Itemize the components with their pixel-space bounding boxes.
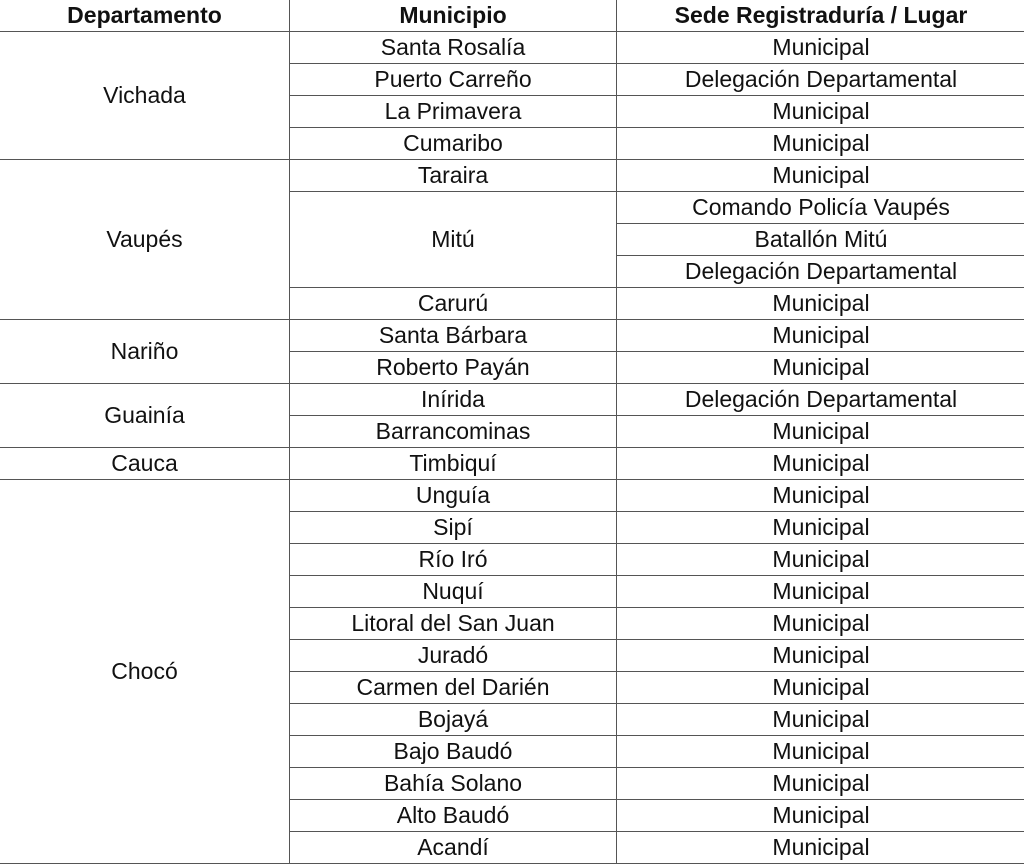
dept-cell-cauca: Cauca [0, 448, 290, 480]
sede-cell: Municipal [617, 480, 1024, 512]
municipio-cell: Puerto Carreño [290, 64, 617, 96]
sede-cell: Municipal [617, 672, 1024, 704]
municipio-cell: Taraira [290, 160, 617, 192]
municipio-cell: Roberto Payán [290, 352, 617, 384]
header-sede: Sede Registraduría / Lugar [617, 0, 1024, 32]
municipio-cell: Unguía [290, 480, 617, 512]
municipio-cell: Alto Baudó [290, 800, 617, 832]
dept-cell-vichada: Vichada [0, 32, 290, 160]
municipio-cell: Cumaribo [290, 128, 617, 160]
municipio-cell: Carurú [290, 288, 617, 320]
sede-cell: Comando Policía Vaupés [617, 192, 1024, 224]
municipio-cell: Río Iró [290, 544, 617, 576]
sede-cell: Municipal [617, 288, 1024, 320]
sede-cell: Municipal [617, 128, 1024, 160]
municipio-cell: Bajo Baudó [290, 736, 617, 768]
table-row [0, 480, 1024, 512]
municipio-cell-mitu: Mitú [290, 192, 617, 288]
municipio-cell: Litoral del San Juan [290, 608, 617, 640]
sede-cell: Municipal [617, 768, 1024, 800]
sede-cell: Municipal [617, 608, 1024, 640]
table-row [0, 384, 1024, 416]
table-row [0, 32, 1024, 64]
table-row [0, 320, 1024, 352]
municipio-cell: Acandí [290, 832, 617, 864]
municipio-cell: Juradó [290, 640, 617, 672]
municipio-cell: Nuquí [290, 576, 617, 608]
sede-cell: Municipal [617, 640, 1024, 672]
sede-cell: Delegación Departamental [617, 64, 1024, 96]
municipio-cell: Barrancominas [290, 416, 617, 448]
municipio-cell: Bahía Solano [290, 768, 617, 800]
sede-cell: Delegación Departamental [617, 256, 1024, 288]
sede-cell: Municipal [617, 800, 1024, 832]
municipio-cell: Santa Rosalía [290, 32, 617, 64]
municipio-cell: Timbiquí [290, 448, 617, 480]
sede-cell: Municipal [617, 160, 1024, 192]
sede-cell: Municipal [617, 32, 1024, 64]
table-row [0, 160, 1024, 192]
sede-cell: Delegación Departamental [617, 384, 1024, 416]
header-municipio: Municipio [290, 0, 617, 32]
dept-cell-narino: Nariño [0, 320, 290, 384]
header-departamento: Departamento [0, 0, 290, 32]
municipio-cell: Inírida [290, 384, 617, 416]
dept-cell-choco: Chocó [0, 480, 290, 864]
sede-cell: Municipal [617, 352, 1024, 384]
sede-cell: Municipal [617, 448, 1024, 480]
sede-cell: Municipal [617, 320, 1024, 352]
sede-cell: Municipal [617, 512, 1024, 544]
sede-cell: Municipal [617, 704, 1024, 736]
municipio-cell: Carmen del Darién [290, 672, 617, 704]
dept-cell-guainia: Guainía [0, 384, 290, 448]
sede-cell: Municipal [617, 832, 1024, 864]
dept-cell-vaupes: Vaupés [0, 160, 290, 320]
municipio-cell: Santa Bárbara [290, 320, 617, 352]
sede-cell: Batallón Mitú [617, 224, 1024, 256]
municipio-cell: Sipí [290, 512, 617, 544]
municipio-cell: Bojayá [290, 704, 617, 736]
sede-cell: Municipal [617, 576, 1024, 608]
header-row [0, 0, 1024, 32]
municipio-cell: La Primavera [290, 96, 617, 128]
sede-cell: Municipal [617, 736, 1024, 768]
table-row [0, 448, 1024, 480]
sede-cell: Municipal [617, 96, 1024, 128]
sede-cell: Municipal [617, 416, 1024, 448]
sede-cell: Municipal [617, 544, 1024, 576]
